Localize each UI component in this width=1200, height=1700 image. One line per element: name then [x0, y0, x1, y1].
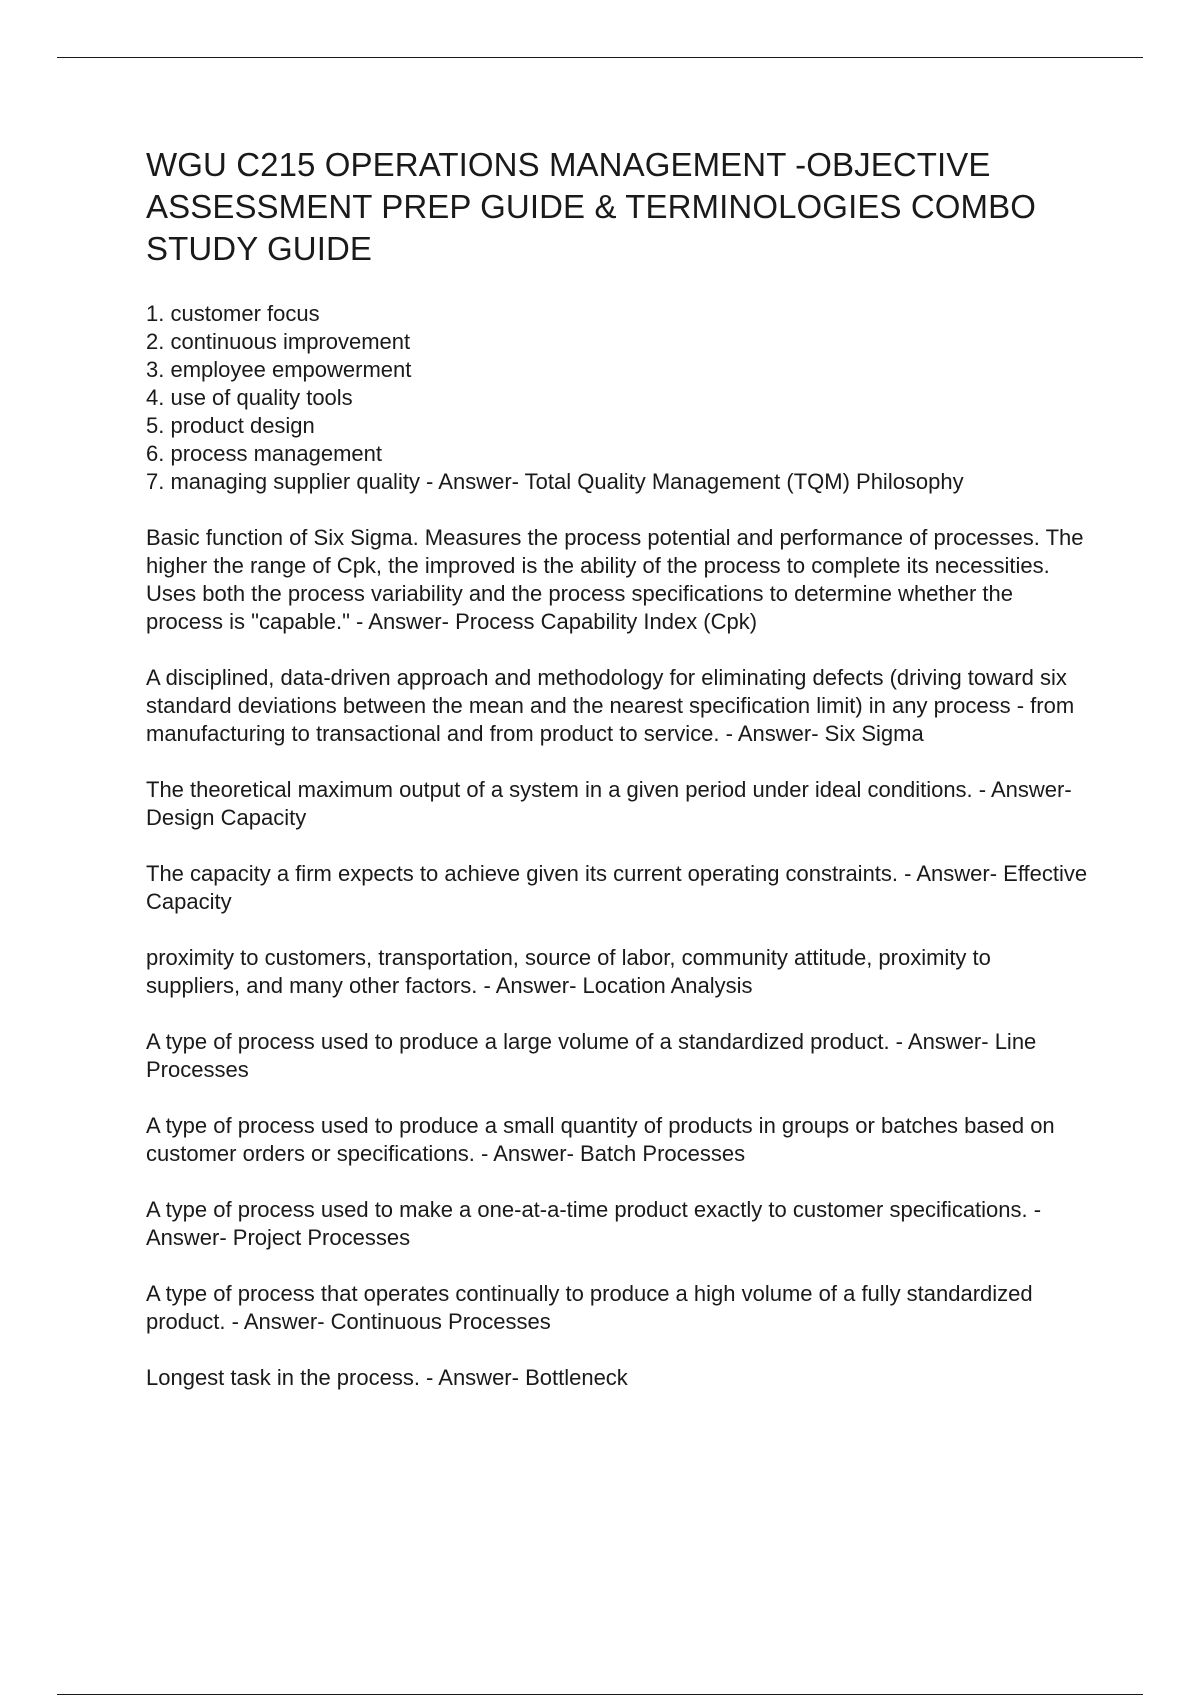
- list-item: 2. continuous improvement: [146, 329, 411, 354]
- term-entry: proximity to customers, transportation, source of labor, community attitude, proximity to suppliers, and many other factors. - Answer- Location Analysis: [146, 945, 991, 998]
- top-rule: [57, 57, 1143, 58]
- term-entry: The capacity a firm expects to achieve given its current operating constraints. - Answer- Effective Capacity: [146, 861, 1088, 914]
- term-entry: A type of process that operates continually to produce a high volume of a fully standardized product. - Answer- Continuous Processes: [146, 1281, 1033, 1334]
- term-entry: A type of process used to produce a large volume of a standardized product. - Answer- Line Processes: [146, 1029, 1037, 1082]
- term-entry: A type of process used to produce a small quantity of products in groups or batches based on customer orders or specifications. - Answer- Batch Processes: [146, 1113, 1055, 1166]
- list-item: 3. employee empowerment: [146, 357, 412, 382]
- term-entry: Basic function of Six Sigma. Measures the process potential and performance of processes. The higher the range of Cpk, the improved is the ability of the process to complete its necessities. Uses both the process variability and the process specifications to determine whether the process is "capable." - Answer- Process Capability Index (Cpk): [146, 525, 1084, 634]
- document-title: WGU C215 OPERATIONS MANAGEMENT -OBJECTIVE ASSESSMENT PREP GUIDE & TERMINOLOGIES COMBO STUDY GUIDE: [146, 146, 1036, 267]
- tqm-list: [146, 300, 1090, 496]
- list-item: 7. managing supplier quality - Answer- Total Quality Management (TQM) Philosophy: [146, 469, 964, 494]
- term-entry: Longest task in the process. - Answer- Bottleneck: [146, 1365, 628, 1390]
- list-item: 6. process management: [146, 441, 383, 466]
- term-entry: A type of process used to make a one-at-a-time product exactly to customer specifications. - Answer- Project Processes: [146, 1197, 1042, 1250]
- list-item: 5. product design: [146, 413, 315, 438]
- list-item: 4. use of quality tools: [146, 385, 353, 410]
- list-item: 1. customer focus: [146, 301, 320, 326]
- bottom-rule: [57, 1694, 1143, 1695]
- document-body: [146, 144, 1090, 1420]
- term-entry: The theoretical maximum output of a system in a given period under ideal conditions. - Answer- Design Capacity: [146, 777, 1072, 830]
- term-entry: A disciplined, data-driven approach and methodology for eliminating defects (driving toward six standard deviations between the mean and the nearest specification limit) in any process - from manufacturing to transactional and from product to service. - Answer- Six Sigma: [146, 665, 1075, 746]
